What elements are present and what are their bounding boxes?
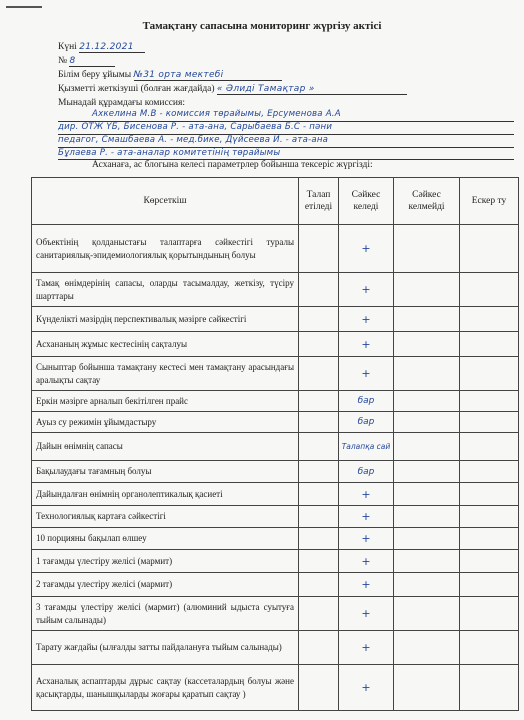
school-line	[58, 70, 282, 81]
row-indicator: Күнделікті мәзірдің перспективалық мәзірге сәйкестігі	[32, 307, 299, 332]
row-indicator: 2 тағамды үлестіру желісі (мармит)	[32, 573, 299, 597]
provider-label: Қызметті жеткізуші (болған жағдайда)	[58, 84, 215, 94]
provider-value: « Әлиді Тамақтар »	[217, 84, 407, 95]
top-edge-mark	[6, 6, 42, 8]
compliance-mark: +	[339, 550, 394, 573]
table-row	[32, 273, 519, 307]
compliance-mark: +	[339, 332, 394, 357]
row-indicator: 3 тағамды үлестіру желісі (мармит) (алюминий ыдыста суытуға тыйым салынады)	[32, 597, 299, 631]
number-line	[58, 56, 115, 67]
table-row	[32, 461, 519, 483]
table-row	[32, 550, 519, 573]
row-indicator: Тамақ өнімдерінің сапасы, оларды тасымалдау, жеткізу, түсіру шарттары	[32, 273, 299, 307]
commission-line-2: дир. ОТЖ ҮБ, Бисенова Р. - ата-ана, Сарыбаева Б.С - пәни	[58, 122, 333, 132]
compliance-mark: +	[339, 597, 394, 631]
table-header-row	[32, 178, 519, 225]
compliance-mark: +	[339, 573, 394, 597]
table-row	[32, 597, 519, 631]
table-row	[32, 433, 519, 461]
school-label: Білім беру ұйымы	[58, 70, 132, 80]
compliance-mark: +	[339, 665, 394, 711]
table-row	[32, 483, 519, 506]
number-value: 8	[69, 56, 115, 67]
row-indicator: 1 тағамды үлестіру желісі (мармит)	[32, 550, 299, 573]
inspection-intro: Асханаға, ас блогына келесі параметрлер бойынша тексеріс жүргізді:	[92, 160, 373, 170]
compliance-mark: +	[339, 631, 394, 665]
row-indicator: Асханалық аспаптарды дұрыс сақтау (кассеталардың болуы және қасықтарды, шанышқыларды жоғары қаратып сақтау )	[32, 665, 299, 711]
compliance-mark: +	[339, 483, 394, 506]
compliance-mark: +	[339, 225, 394, 273]
provider-line	[58, 84, 407, 95]
table-row	[32, 307, 519, 332]
number-label: №	[58, 56, 68, 66]
commission-label: Мынадай құрамдағы комиссия:	[58, 98, 186, 108]
row-indicator: Технологиялық картаға сәйкестігі	[32, 506, 299, 528]
compliance-mark: бар	[339, 461, 394, 483]
compliance-mark: +	[339, 307, 394, 332]
header-note: Ескер ту	[460, 178, 519, 225]
date-label: Күні	[58, 42, 77, 52]
row-indicator: Тарату жағдайы (ылғалды затты пайдалануға тыйым салынады)	[32, 631, 299, 665]
commission-line-1: Ахкелина М.В - комиссия төрайымы, Ерсуменова А.А	[92, 109, 341, 119]
compliance-mark: +	[339, 528, 394, 550]
compliance-mark: бар	[339, 391, 394, 412]
compliance-mark: бар	[339, 412, 394, 433]
table-row	[32, 506, 519, 528]
table-row	[32, 631, 519, 665]
table-row	[32, 665, 519, 711]
row-indicator: Дайын өнімнің сапасы	[32, 433, 299, 461]
document-title: Тамақтану сапасына мониторинг жүргізу актісі	[142, 20, 382, 32]
monitoring-table	[31, 177, 519, 711]
table-row	[32, 357, 519, 391]
table-row	[32, 528, 519, 550]
date-value: 21.12.2021	[79, 42, 145, 53]
row-indicator: Сыныптар бойынша тамақтану кестесі мен тамақтану арасындағы аралықты сақтау	[32, 357, 299, 391]
compliance-mark: Талапқа сай	[339, 433, 394, 461]
table-row	[32, 573, 519, 597]
table-row	[32, 332, 519, 357]
commission-line-4: Бұлаева Р. - ата-аналар комитетінің төрайымы	[58, 148, 281, 158]
row-indicator: Дайындалған өнімнің органолептикалық қасиеті	[32, 483, 299, 506]
table-row	[32, 412, 519, 433]
compliance-mark: +	[339, 273, 394, 307]
date-line	[58, 42, 145, 53]
table-row	[32, 225, 519, 273]
row-indicator: Объектінің қолданыстағы талаптарға сәйкестігі туралы санитариялық-эпидемиологиялық қорытындының болуы	[32, 225, 299, 273]
header-compliant: Сәйкес келеді	[339, 178, 394, 225]
table-row	[32, 391, 519, 412]
school-value: №31 орта мектебі	[134, 70, 282, 81]
row-indicator: Ауыз су режимін ұйымдастыру	[32, 412, 299, 433]
row-indicator: Асхананың жұмыс кестесінің сақталуы	[32, 332, 299, 357]
compliance-mark: +	[339, 506, 394, 528]
header-indicator: Көрсеткіш	[32, 178, 299, 225]
row-indicator: Еркін мәзірге арналып бекітілген прайс	[32, 391, 299, 412]
header-required: Талап етіледі	[299, 178, 339, 225]
compliance-mark: +	[339, 357, 394, 391]
row-indicator: 10 порцияны бақылап өлшеу	[32, 528, 299, 550]
row-indicator: Бақылаудағы тағамның болуы	[32, 461, 299, 483]
header-noncompliant: Сәйкес келмейді	[394, 178, 460, 225]
commission-line-3: педагог, Смашбаева А. - мед.бике, Дүйсеева И. - ата-ана	[58, 135, 329, 145]
